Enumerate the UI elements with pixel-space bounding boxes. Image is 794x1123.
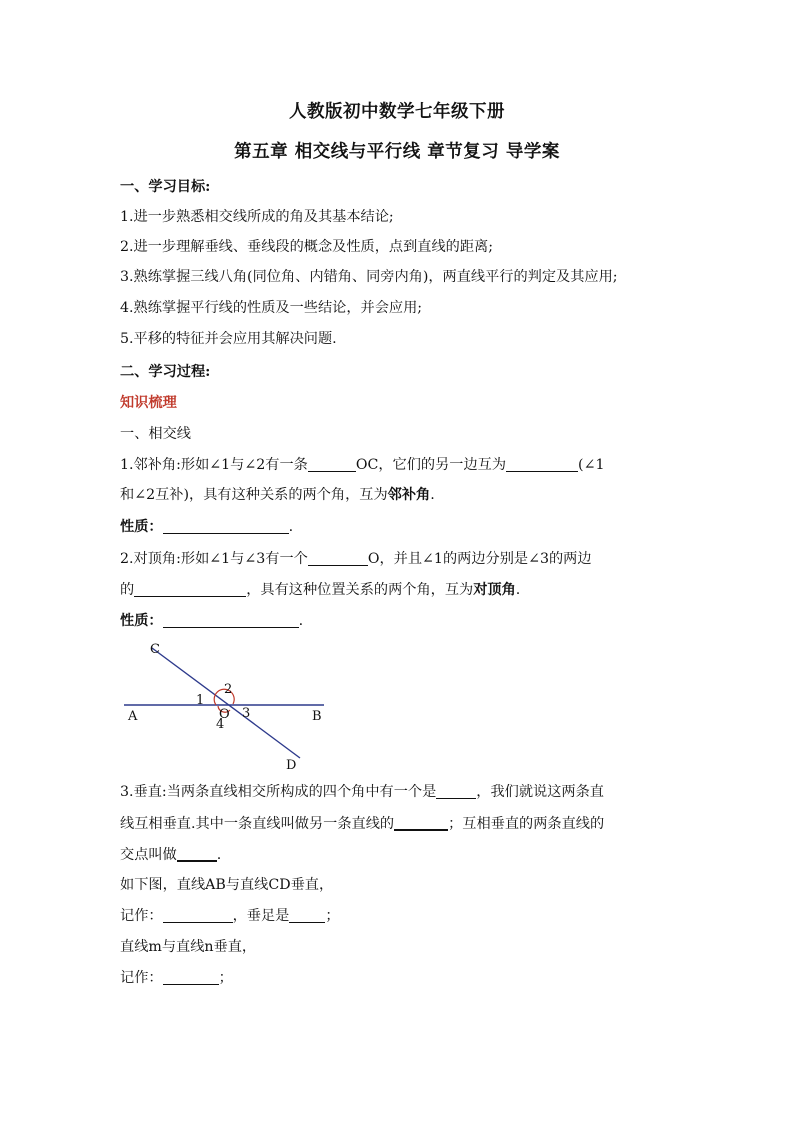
label-angle-4: 4 bbox=[216, 717, 225, 732]
adjacent-angle-line-2 bbox=[120, 485, 435, 505]
text: 和∠2互补)，具有这种关系的两个角，互为 bbox=[120, 487, 388, 503]
text: 记作： bbox=[120, 908, 163, 924]
vertical-angle-line-1 bbox=[120, 549, 592, 569]
page-title: 人教版初中数学七年级下册 bbox=[289, 102, 505, 122]
property-label: 性质： bbox=[120, 613, 163, 629]
blank-opposite-ray[interactable] bbox=[506, 455, 578, 472]
line-cd bbox=[152, 648, 300, 758]
label-angle-2: 2 bbox=[224, 682, 233, 697]
blank-foot-point[interactable] bbox=[289, 906, 325, 923]
perpendicular-line-1 bbox=[120, 782, 604, 802]
goal-item-1: 1.进一步熟悉相交线所成的角及其基本结论; bbox=[120, 209, 394, 225]
text: ； bbox=[325, 908, 340, 924]
text: ，我们就说这两条直 bbox=[476, 784, 604, 800]
blank-right-angle[interactable] bbox=[436, 782, 476, 799]
goal-item-5: 5.平移的特征并会应用其解决问题. bbox=[120, 331, 337, 347]
text: 的 bbox=[120, 582, 135, 598]
page-subtitle: 第五章 相交线与平行线 章节复习 导学案 bbox=[234, 142, 560, 162]
property-label: 性质： bbox=[120, 519, 163, 535]
text: ；互相垂直的两条直线的 bbox=[448, 816, 605, 832]
text: . bbox=[288, 519, 294, 535]
property-2 bbox=[120, 611, 303, 631]
label-angle-3: 3 bbox=[242, 706, 251, 721]
process-heading: 二、学习过程: bbox=[120, 364, 211, 380]
text: O，并且∠1的两边分别是∠3的两边 bbox=[367, 551, 592, 567]
example-line-2: 直线m与直线n垂直， bbox=[120, 939, 257, 955]
text: . bbox=[430, 487, 435, 503]
record-line-1 bbox=[120, 906, 340, 926]
record-line-2 bbox=[120, 968, 233, 988]
text: . bbox=[298, 613, 304, 629]
text: . bbox=[515, 582, 521, 598]
text: ，垂足是 bbox=[232, 908, 290, 924]
property-1 bbox=[120, 517, 293, 537]
text: 记作： bbox=[120, 970, 163, 986]
label-b: B bbox=[312, 709, 322, 724]
intersecting-lines-figure bbox=[120, 640, 340, 772]
text: 1.邻补角:形如∠1与∠2有一条 bbox=[120, 457, 308, 473]
perpendicular-line-2 bbox=[120, 813, 604, 834]
blank-foot-of-perpendicular[interactable] bbox=[177, 844, 217, 862]
blank-extension[interactable] bbox=[134, 580, 246, 597]
term-vertical-angles: 对顶角 bbox=[473, 582, 516, 598]
text: 2.对顶角:形如∠1与∠3有一个 bbox=[120, 551, 308, 567]
blank-common-side[interactable] bbox=[308, 455, 356, 472]
label-o: O bbox=[219, 707, 230, 722]
goals-heading: 一、学习目标: bbox=[120, 179, 211, 195]
goal-item-3: 3.熟练掌握三线八角(同位角、内错角、同旁内角)，两直线平行的判定及其应用; bbox=[120, 269, 618, 285]
blank-property-1[interactable] bbox=[163, 517, 289, 534]
blank-perpendicular-term[interactable] bbox=[394, 813, 448, 831]
goal-item-4: 4.熟练掌握平行线的性质及一些结论，并会应用; bbox=[120, 300, 423, 316]
text: . bbox=[216, 847, 222, 863]
knowledge-heading: 知识梳理 bbox=[120, 395, 177, 411]
blank-common-vertex[interactable] bbox=[308, 549, 368, 566]
blank-property-2[interactable] bbox=[163, 611, 299, 628]
example-line-1: 如下图，直线AB与直线CD垂直， bbox=[120, 877, 334, 893]
goal-item-2: 2.进一步理解垂线、垂线段的概念及性质，点到直线的距离; bbox=[120, 239, 494, 255]
label-c: C bbox=[150, 642, 160, 657]
section-heading-intersecting-lines: 一、相交线 bbox=[120, 426, 191, 442]
text: 交点叫做 bbox=[120, 847, 177, 863]
blank-record-m-n[interactable] bbox=[163, 968, 219, 985]
term-adjacent-supplementary: 邻补角 bbox=[387, 487, 431, 503]
label-angle-1: 1 bbox=[196, 693, 205, 708]
label-a: A bbox=[128, 709, 138, 724]
adjacent-angle-line-1 bbox=[120, 455, 604, 475]
text: 线互相垂直.其中一条直线叫做另一条直线的 bbox=[120, 816, 395, 832]
label-d: D bbox=[286, 758, 297, 772]
blank-record-ab-cd[interactable] bbox=[163, 906, 233, 923]
text: 3.垂直:当两条直线相交所构成的四个角中有一个是 bbox=[120, 784, 437, 800]
vertical-angle-line-2 bbox=[120, 580, 520, 600]
text: ，具有这种位置关系的两个角，互为 bbox=[246, 582, 474, 598]
text: (∠1 bbox=[578, 457, 605, 473]
text: OC，它们的另一边互为 bbox=[355, 457, 507, 473]
text: ； bbox=[218, 970, 233, 986]
perpendicular-line-3 bbox=[120, 844, 221, 865]
